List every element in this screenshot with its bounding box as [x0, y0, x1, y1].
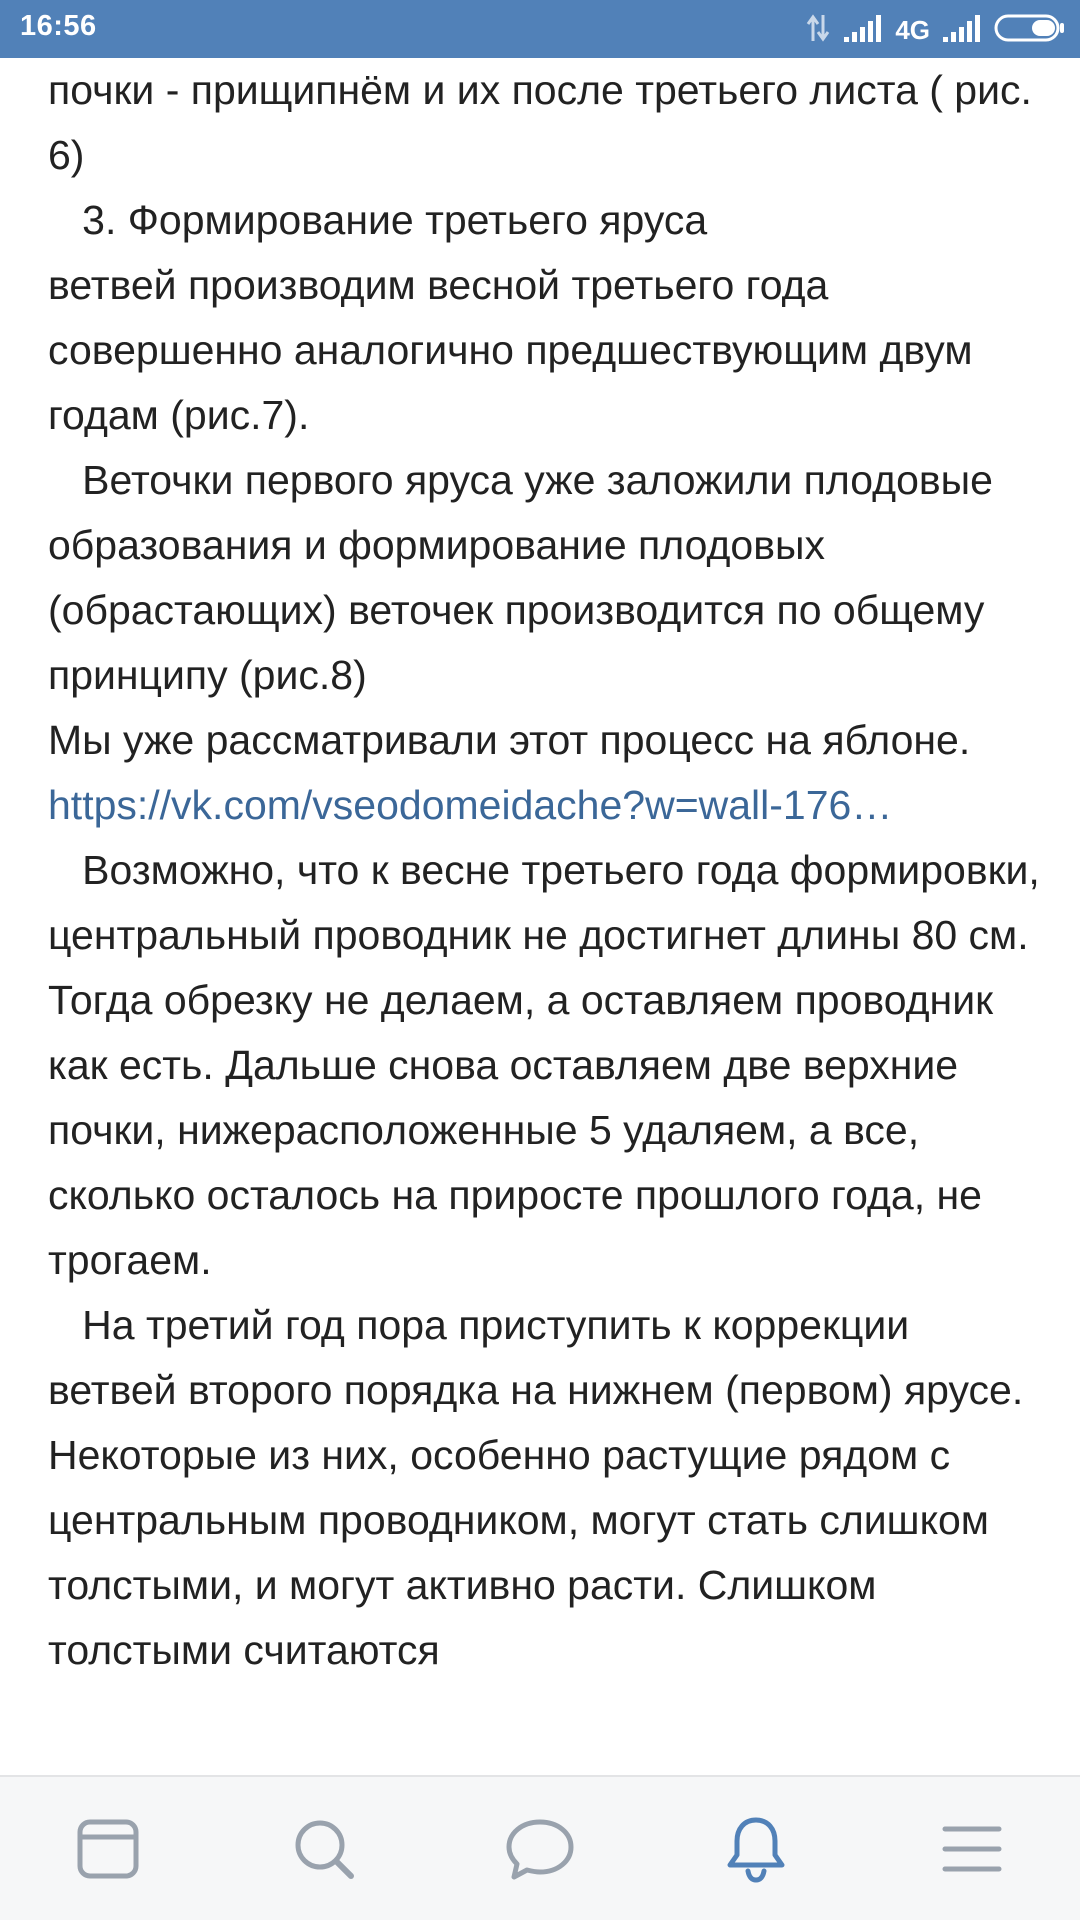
article-paragraph: Веточки первого яруса уже заложили плодовые образования и формирование плодовых (обрастающих) веточек производится по общему принципу (рис.8) Мы уже рассматривали этот процесс на яблоне. https://vk.com/vseodomeidache?w=wall-176… [48, 457, 993, 828]
search-icon [291, 1816, 357, 1882]
nav-news-button[interactable] [0, 1777, 216, 1920]
bottom-navigation [0, 1775, 1080, 1920]
data-transfer-icon [805, 13, 831, 48]
status-bar [0, 0, 1080, 58]
external-link[interactable]: https://vk.com/vseodomeidache?w=wall-176… [48, 782, 893, 828]
notifications-bell-icon [723, 1814, 789, 1884]
article-paragraph: почки - прищипнём и их после третьего листа ( рис. 6) [48, 67, 1032, 178]
network-type-label: 4G [895, 14, 930, 45]
article-paragraph: Возможно, что к весне третьего года формировки, центральный проводник не достигнет длины 80 см. Тогда обрезку не делаем, а оставляем проводник как есть. Дальше снова оставляем две верхние почки, нижерасположенные 5 удаляем, а все, сколько осталось на приросте прошлого года, не трогаем. [48, 847, 1040, 1283]
nav-search-button[interactable] [216, 1777, 432, 1920]
signal-strength-icon-2 [942, 13, 982, 48]
messages-icon [504, 1816, 576, 1882]
article-paragraph: На третий год пора приступить к коррекции ветвей второго порядка на нижнем (первом) ярусе. Некоторые из них, особенно растущие рядом с центральным проводником, могут стать слишком толстыми, и могут активно расти. Слишком толстыми считаются [48, 1302, 1024, 1673]
nav-messages-button[interactable] [432, 1777, 648, 1920]
post-article [48, 58, 1048, 1778]
signal-strength-icon [843, 13, 883, 48]
battery-icon [994, 13, 1066, 48]
news-icon [75, 1816, 141, 1882]
nav-notifications-button[interactable] [648, 1777, 864, 1920]
status-time: 16:56 [20, 10, 97, 42]
menu-icon [939, 1819, 1005, 1879]
article-paragraph: 3. Формирование третьего яруса ветвей производим весной третьего года совершенно аналогично предшествующим двум годам (рис.7). [48, 197, 973, 438]
status-indicators [793, 12, 1066, 48]
nav-menu-button[interactable] [864, 1777, 1080, 1920]
